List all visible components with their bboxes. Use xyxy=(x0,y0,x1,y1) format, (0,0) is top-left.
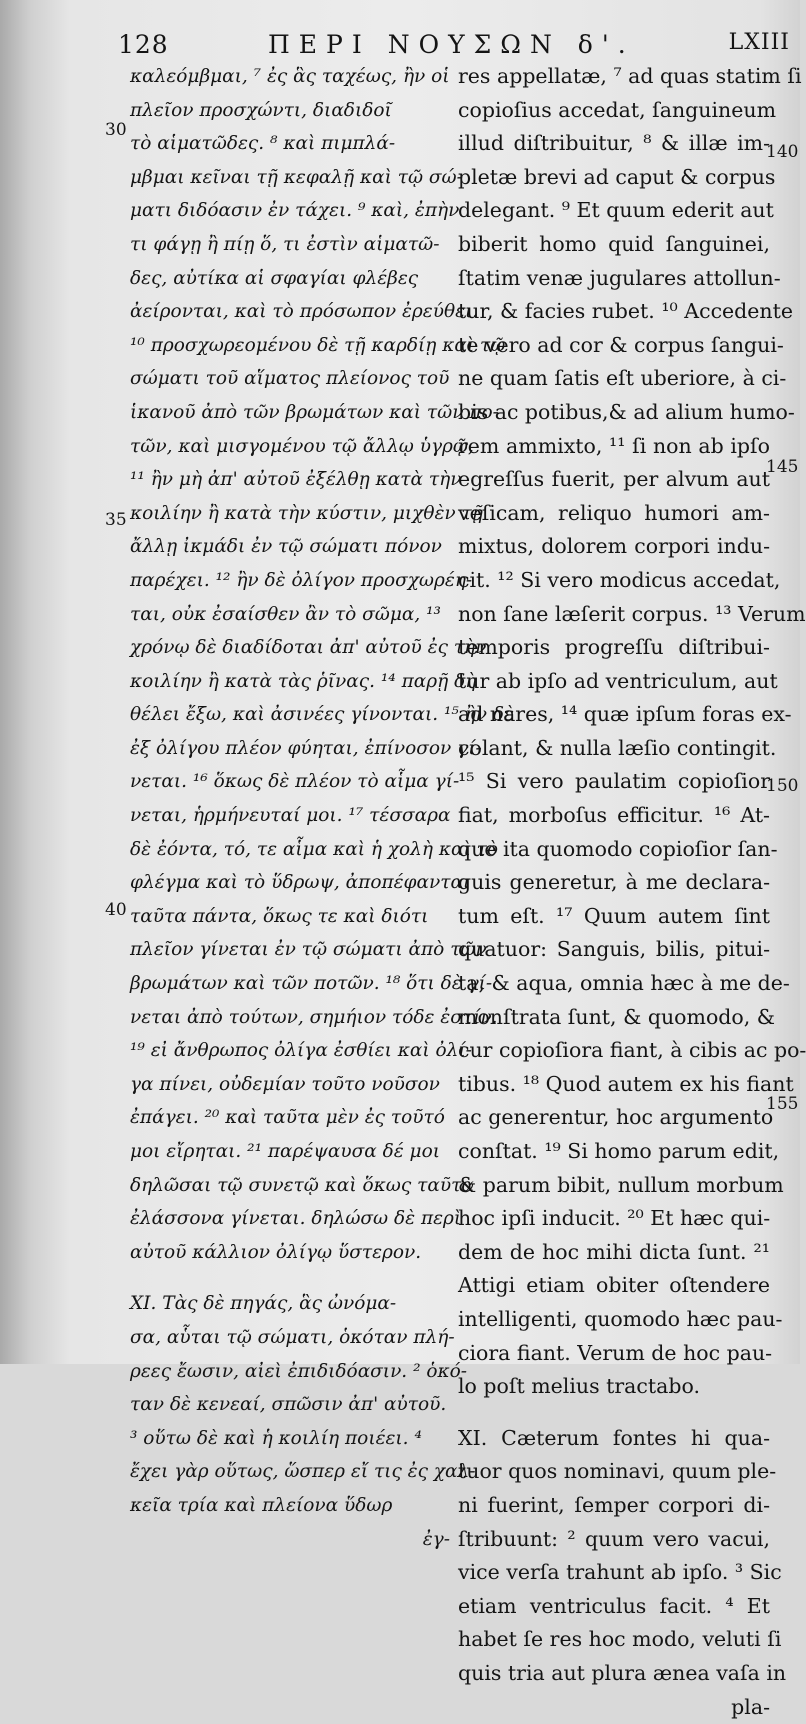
text-line: & parum bibit, nullum morbum xyxy=(458,1169,770,1203)
text-line: monſtrata ſunt, & quomodo, & xyxy=(458,1001,770,1035)
text-line: βρωμάτων καὶ τῶν ποτῶν. ¹⁸ ὅτι δὲ γί- xyxy=(130,967,450,1001)
text-line: γα πίνει, οὐδεμίαν τοῦτο νοῦσον xyxy=(130,1068,450,1102)
text-line: Attigi etiam obiter oſtendere xyxy=(458,1269,770,1303)
text-line: ni fuerint, ſemper corpori di- xyxy=(458,1489,770,1523)
text-line: ἐγ- xyxy=(130,1523,450,1557)
text-line: ¹⁵ Si vero paulatim copioſior xyxy=(458,765,770,799)
text-line: te vero ad cor & corpus ſangui- xyxy=(458,329,770,363)
text-line: cur copioſiora fiant, à cibis ac po- xyxy=(458,1034,770,1068)
text-line: αὐτοῦ κάλλιον ὀλίγῳ ὕστερον. xyxy=(130,1236,450,1270)
text-line: cit. ¹² Si vero modicus accedat, xyxy=(458,564,770,598)
text-line: veſicam, reliquo humori am- xyxy=(458,497,770,531)
text-line: καλεόμβμαι, ⁷ ἐς ἃς ταχέως, ἢν οἱ xyxy=(130,60,450,94)
margin-line-number: 150 xyxy=(766,776,798,796)
text-line: pla- xyxy=(458,1691,770,1724)
text-line: ad nares, ¹⁴ quæ ipſum foras ex- xyxy=(458,698,770,732)
text-line: νεται, ἡρμήνευταί μοι. ¹⁷ τέσσαρα xyxy=(130,799,450,833)
text-line: ſtatim venæ jugulares attollun- xyxy=(458,262,770,296)
text-line: lo poſt melius tractabo. xyxy=(458,1370,770,1404)
text-line: ¹¹ ἢν μὴ ἀπ' αὐτοῦ ἐξέλθῃ κατὰ τὴν xyxy=(130,463,450,497)
text-line: copioſius accedat, ſanguineum xyxy=(458,94,770,128)
text-line: mixtus, dolorem corpori indu- xyxy=(458,530,770,564)
text-line: delegant. ⁹ Et quum ederit aut xyxy=(458,194,770,228)
text-line: non ſane læſerit corpus. ¹³ Verum xyxy=(458,598,770,632)
running-title: ΠΕΡΙ ΝΟΥΣΩΝ δ'. xyxy=(268,30,635,59)
text-line: σώματι τοῦ αἵματος πλείονος τοῦ xyxy=(130,362,450,396)
text-line: κοιλίην ἢ κατὰ τὴν κύστιν, μιχθὲν τῇ xyxy=(130,497,450,531)
margin-line-number: 40 xyxy=(105,900,127,920)
text-line: νεται ἀπὸ τούτων, σημήιον τόδε ἐστίν. xyxy=(130,1001,450,1035)
margin-line-number: 145 xyxy=(766,457,798,477)
section-gap xyxy=(130,1269,450,1287)
text-line: ἀείρονται, καὶ τὸ πρόσωπον ἐρεύθει. xyxy=(130,295,450,329)
text-line: illud diſtribuitur, ⁸ & illæ im- xyxy=(458,127,770,161)
text-line: XI. Τὰς δὲ πηγάς, ἃς ὠνόμα- xyxy=(130,1287,450,1321)
text-line: πλεῖον προσχώντι, διαδιδοῖ xyxy=(130,94,450,128)
text-line: temporis progreſſu diſtribui- xyxy=(458,631,770,665)
margin-line-number: 140 xyxy=(766,142,798,162)
text-line: conſtat. ¹⁹ Si homo parum edit, xyxy=(458,1135,770,1169)
text-line: μβμαι κεῖναι τῇ κεφαλῇ καὶ τῷ σώ- xyxy=(130,161,450,195)
text-line: ſtribuunt: ² quum vero vacui, xyxy=(458,1523,770,1557)
text-line: ne quam ſatis eſt uberiore, à ci- xyxy=(458,362,770,396)
section-gap xyxy=(458,1404,770,1422)
text-line: XI. Cæterum fontes hi qua- xyxy=(458,1422,770,1456)
text-line: guis generetur, à me declara- xyxy=(458,866,770,900)
text-line: ἔχει γὰρ οὕτως, ὥσπερ εἴ τις ἐς χαλ- xyxy=(130,1455,450,1489)
running-header xyxy=(118,30,790,64)
page-number: 128 xyxy=(118,30,169,59)
text-line: intelligenti, quomodo hæc pau- xyxy=(458,1303,770,1337)
text-line: egreſſus fuerit, per alvum aut xyxy=(458,463,770,497)
text-line: ταῦτα πάντα, ὅκως τε καὶ διότι xyxy=(130,900,450,934)
text-line: χρόνῳ δὲ διαδίδοται ἀπ' αὐτοῦ ἐς τὴν xyxy=(130,631,450,665)
text-line: ἄλλῃ ἰκμάδι ἐν τῷ σώματι πόνον xyxy=(130,530,450,564)
text-line: ἐπάγει. ²⁰ καὶ ταῦτα μὲν ἐς τοῦτό xyxy=(130,1101,450,1135)
text-line: ciora fiant. Verum de hoc pau- xyxy=(458,1337,770,1371)
text-line: τὸ αἱματῶδες. ⁸ καὶ πιμπλά- xyxy=(130,127,450,161)
text-line: que ita quomodo copioſior ſan- xyxy=(458,833,770,867)
text-line: fiat, morboſus efficitur. ¹⁶ At- xyxy=(458,799,770,833)
text-line: ται, οὐκ ἐσαίσθεν ἂν τὸ σῶμα, ¹³ xyxy=(130,598,450,632)
text-line: dem de hoc mihi dicta ſunt. ²¹ xyxy=(458,1236,770,1270)
text-line: φλέγμα καὶ τὸ ὕδρωψ, ἀποπέφανται xyxy=(130,866,450,900)
text-line: ἱκανοῦ ἀπὸ τῶν βρωμάτων καὶ τῶν πο- xyxy=(130,396,450,430)
text-line: ρεες ἔωσιν, αἰεὶ ἐπιδιδόασιν. ² ὁκό- xyxy=(130,1355,450,1389)
text-line: ta, & aqua, omnia hæc à me de- xyxy=(458,967,770,1001)
text-line: rem ammixto, ¹¹ ſi non ab ipſo xyxy=(458,430,770,464)
text-line: vice verſa trahunt ab ipſo. ³ Sic xyxy=(458,1556,770,1590)
text-line: νεται. ¹⁶ ὅκως δὲ πλέον τὸ αἷμα γί- xyxy=(130,765,450,799)
text-line: σα, αὗται τῷ σώματι, ὁκόταν πλή- xyxy=(130,1321,450,1355)
text-line: κοιλίην ἢ κατὰ τὰς ῥῖνας. ¹⁴ παρῇ δὴ xyxy=(130,665,450,699)
text-line: κεῖα τρία καὶ πλείονα ὕδωρ xyxy=(130,1489,450,1523)
text-line: παρέχει. ¹² ἢν δὲ ὀλίγον προσχωρέη- xyxy=(130,564,450,598)
text-line: τῶν, καὶ μισγομένου τῷ ἄλλῳ ὑγρῷ, xyxy=(130,430,450,464)
text-line: res appellatæ, ⁷ ad quas statim ſi xyxy=(458,60,770,94)
text-line: etiam ventriculus facit. ⁴ Et xyxy=(458,1590,770,1624)
text-line: ¹⁰ προσχωρεομένου δὲ τῇ καρδίῃ καὶ τῷ xyxy=(130,329,450,363)
text-line: ¹⁹ εἰ ἄνθρωπος ὀλίγα ἐσθίει καὶ ὀλί- xyxy=(130,1034,450,1068)
text-line: tum eſt. ¹⁷ Quum autem ſint xyxy=(458,900,770,934)
text-line: pletæ brevi ad caput & corpus xyxy=(458,161,770,195)
text-line: tibus. ¹⁸ Quod autem ex his fiant xyxy=(458,1068,770,1102)
text-line: biberit homo quid ſanguinei, xyxy=(458,228,770,262)
text-line: colant, & nulla læſio contingit. xyxy=(458,732,770,766)
text-line: μοι εἴρηται. ²¹ παρέψαυσα δέ μοι xyxy=(130,1135,450,1169)
text-line: τι φάγῃ ἢ πίῃ ὅ, τι ἐστὶν αἱματῶ- xyxy=(130,228,450,262)
text-line: ἐλάσσονα γίνεται. δηλώσω δὲ περὶ xyxy=(130,1202,450,1236)
text-line: ταν δὲ κενεαί, σπῶσιν ἀπ' αὐτοῦ. xyxy=(130,1388,450,1422)
text-line: ac generentur, hoc argumento xyxy=(458,1101,770,1135)
text-line: θέλει ἔξω, καὶ ἀσινέες γίνονται. ¹⁵ ἢν δὲ xyxy=(130,698,450,732)
text-line: δὲ ἐόντα, τό, τε αἷμα καὶ ἡ χολὴ καὶ τὸ xyxy=(130,833,450,867)
chapter-number: LXIII xyxy=(729,30,790,55)
text-line: δηλῶσαι τῷ συνετῷ καὶ ὅκως ταῦτα xyxy=(130,1169,450,1203)
text-line: ἐξ ὀλίγου πλέον φύηται, ἐπίνοσον γί- xyxy=(130,732,450,766)
text-line: ³ οὕτω δὲ καὶ ἡ κοιλίη ποιέει. ⁴ xyxy=(130,1422,450,1456)
text-line: tur, & facies rubet. ¹⁰ Accedente xyxy=(458,295,770,329)
greek-text-column xyxy=(130,60,450,1556)
text-line: hoc ipſi inducit. ²⁰ Et hæc qui- xyxy=(458,1202,770,1236)
text-line: quatuor: Sanguis, bilis, pitui- xyxy=(458,933,770,967)
text-line: tur ab ipſo ad ventriculum, aut xyxy=(458,665,770,699)
text-line: quis tria aut plura ænea vaſa in xyxy=(458,1657,770,1691)
text-line: tuor quos nominavi, quum ple- xyxy=(458,1455,770,1489)
margin-line-number: 30 xyxy=(105,120,127,140)
text-line: δες, αὐτίκα αἱ σφαγίαι φλέβες xyxy=(130,262,450,296)
text-line: habet ſe res hoc modo, veluti ſi xyxy=(458,1623,770,1657)
latin-text-column xyxy=(458,60,770,1724)
margin-line-number: 155 xyxy=(766,1094,798,1114)
margin-line-number: 35 xyxy=(105,510,127,530)
text-line: πλεῖον γίνεται ἐν τῷ σώματι ἀπὸ τῶν xyxy=(130,933,450,967)
text-line: bis ac potibus,& ad alium humo- xyxy=(458,396,770,430)
text-line: ματι διδόασιν ἐν τάχει. ⁹ καὶ, ἐπὴν xyxy=(130,194,450,228)
